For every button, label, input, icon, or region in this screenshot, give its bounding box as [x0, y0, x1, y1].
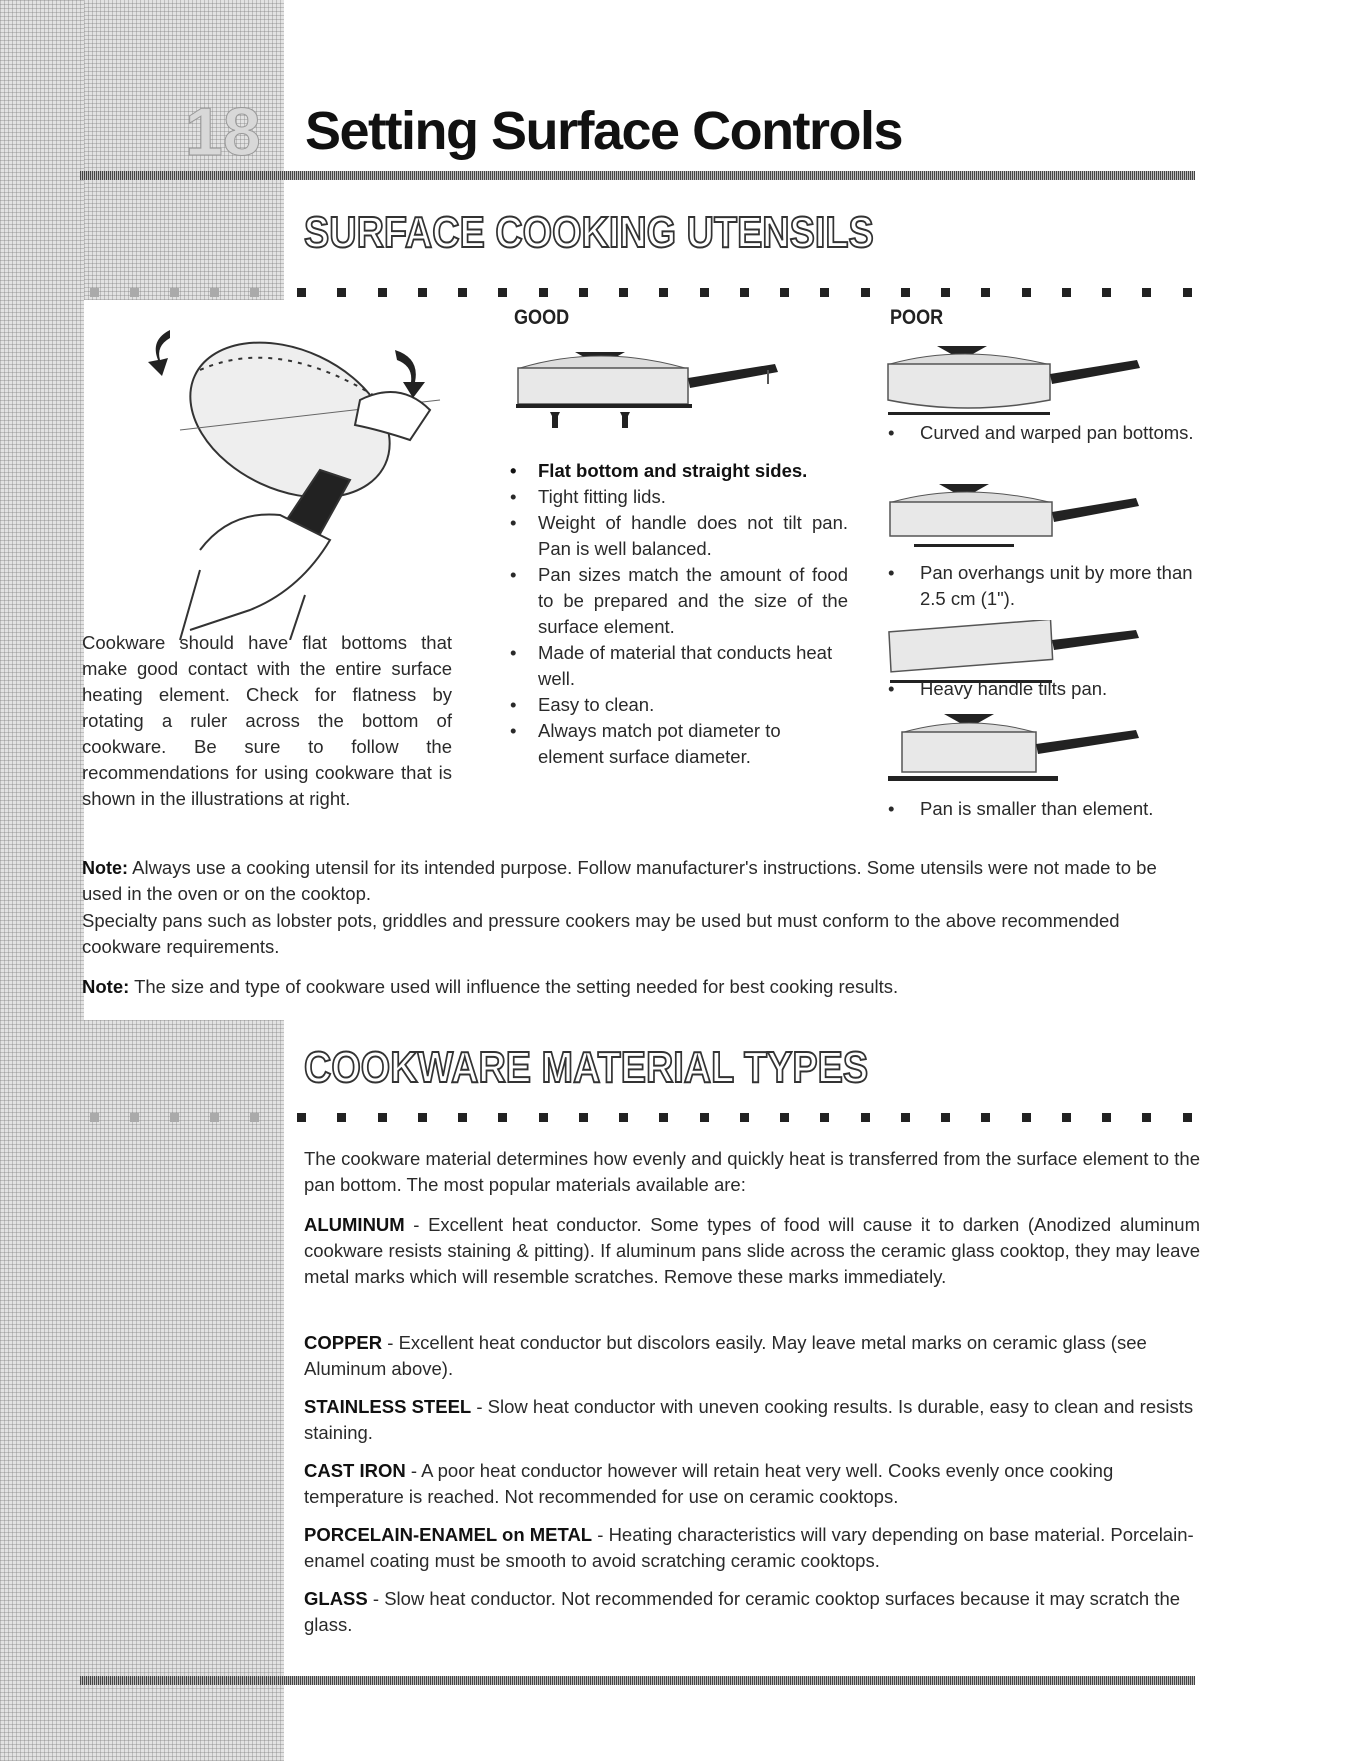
good-bullet-item: • Made of material that conducts heat well. [508, 640, 848, 692]
header-rule [80, 171, 1195, 180]
materials-pattern-block [84, 1020, 284, 1761]
specialty-pans-text: Specialty pans such as lobster pots, griddles and pressure cookers may be used but must conform to the above recommended cookware requirements. [82, 910, 1120, 957]
dotted-divider-2 [0, 1113, 1361, 1125]
good-bullet-item: • Tight fitting lids. [508, 484, 848, 510]
poor-pan-warped-illustration [882, 340, 1152, 420]
material-stainless-steel: STAINLESS STEEL - Slow heat conductor with uneven cooking results. Is durable, easy to clean and resists staining. [304, 1396, 1194, 1443]
section-heading-utensils: SURFACE COOKING UTENSILS [304, 208, 874, 257]
good-bullet-item: • Always match pot diameter to element surface diameter. [508, 718, 848, 770]
material-glass: GLASS - Slow heat conductor. Not recommended for ceramic cooktop surfaces because it may scratch the glass. [304, 1588, 1181, 1635]
flatness-check-paragraph: Cookware should have flat bottoms that make good contact with the entire surface heating element. Check for flatness by rotating a ruler across the bottom of cookware. Be sure to follow the recommendations for using cookware that is shown in the illustrations at right. [82, 632, 452, 809]
good-bullet-list [508, 458, 848, 770]
good-bullet-item: • Flat bottom and straight sides. [508, 458, 848, 484]
poor-pan-overhang-illustration [884, 480, 1154, 560]
materials-intro: The cookware material determines how evenly and quickly heat is transferred from the surface element to the pan bottom. The most popular materials available are: [304, 1148, 1200, 1195]
material-porcelain-enamel: PORCELAIN-ENAMEL on METAL - Heating characteristics will vary depending on base material. Porcelain-enamel coating must be smooth to avoid scratching ceramic cooktops. [304, 1524, 1194, 1571]
good-pan-illustration [510, 338, 790, 428]
poor-item-tilt: • Heavy handle tilts pan. [888, 678, 1108, 699]
ruler-check-illustration [140, 310, 450, 640]
good-bullet-item: • Easy to clean. [508, 692, 848, 718]
good-label: GOOD [514, 306, 570, 329]
dotted-divider-1 [0, 288, 1361, 300]
note-cookware-size: Note: The size and type of cookware used will influence the setting needed for best cooking results. [82, 976, 899, 997]
poor-label: POOR [890, 306, 944, 329]
left-margin-pattern [0, 0, 84, 1761]
poor-pan-small-illustration [884, 712, 1154, 792]
page-title: Setting Surface Controls [305, 101, 903, 161]
note-intended-purpose: Note: Always use a cooking utensil for its intended purpose. Follow manufacturer's instructions. Some utensils were not made to be used in the oven or on the cooktop. [82, 857, 1157, 904]
poor-item-overhang: • Pan overhangs unit by more than 2.5 cm (1"). [888, 562, 1193, 609]
good-bullet-item: • Pan sizes match the amount of food to be prepared and the size of the surface element. [508, 562, 848, 640]
footer-rule [80, 1676, 1195, 1685]
material-copper: COPPER - Excellent heat conductor but discolors easily. May leave metal marks on ceramic glass (see Aluminum above). [304, 1332, 1147, 1379]
material-aluminum: ALUMINUM - Excellent heat conductor. Some types of food will cause it to darken (Anodized aluminum cookware resists staining & pitting). If aluminum pans slide across the ceramic glass cooktop, they may leave metal marks which will resemble scratches. Remove these marks immediately. [304, 1214, 1200, 1287]
good-bullet-item: • Weight of handle does not tilt pan. Pan is well balanced. [508, 510, 848, 562]
material-cast-iron: CAST IRON - A poor heat conductor however will retain heat very well. Cooks evenly once cooking temperature is reached. Not recommended for use on ceramic cooktops. [304, 1460, 1114, 1507]
poor-item-warped: • Curved and warped pan bottoms. [888, 422, 1194, 443]
page-number: 18 [185, 94, 261, 170]
section-heading-materials: COOKWARE MATERIAL TYPES [304, 1043, 869, 1092]
poor-item-smaller: • Pan is smaller than element. [888, 798, 1154, 819]
